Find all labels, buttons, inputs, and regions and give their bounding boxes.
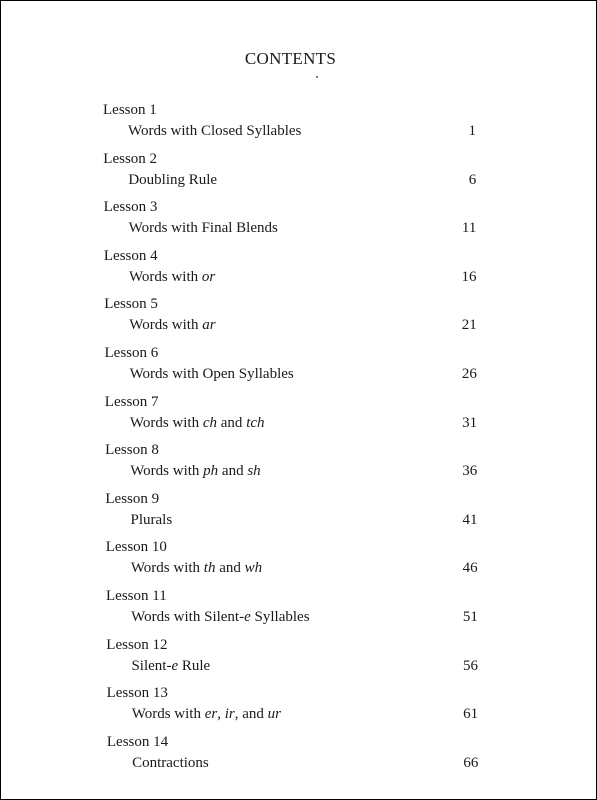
topic-text: and: [217, 414, 247, 431]
page-number: 46: [462, 560, 478, 577]
topic-text: Words with Silent-: [131, 609, 245, 625]
lesson-topic: [130, 365, 294, 383]
page-number: 26: [461, 366, 477, 382]
lesson-label: Lesson 7: [104, 393, 159, 410]
topic-text: ,: [217, 706, 225, 723]
topic-text: Rule: [178, 657, 211, 674]
topic-text: Plurals: [130, 511, 173, 528]
topic-text: Contractions: [132, 754, 209, 771]
topic-italic-text: sh: [247, 463, 261, 480]
topic-italic-text: ch: [202, 414, 218, 431]
topic-italic-text: tch: [246, 414, 265, 431]
page-number: 61: [463, 706, 479, 723]
topic-text: , and: [234, 706, 268, 723]
topic-text: Words with: [129, 317, 203, 334]
topic-text: Words with: [128, 268, 202, 285]
topic-italic-text: ph: [203, 463, 219, 480]
page-number: 41: [462, 511, 478, 528]
topic-text: and: [218, 463, 248, 480]
topic-italic-text: er: [204, 706, 218, 723]
lesson-label: Lesson 13: [106, 685, 168, 702]
lesson-label: Lesson 9: [105, 490, 160, 507]
topic-text: Silent-: [131, 657, 172, 674]
topic-italic-text: ur: [267, 706, 282, 723]
page-number: 56: [462, 657, 478, 674]
lesson-label: Lesson 4: [103, 247, 158, 264]
lesson-topic: [131, 608, 309, 626]
page-number: 21: [461, 317, 477, 334]
topic-text: Doubling Rule: [128, 171, 218, 188]
lesson-label: Lesson 12: [106, 636, 168, 653]
topic-text: and: [215, 560, 245, 577]
lesson-topic: [129, 316, 215, 334]
topic-italic-text: e: [171, 657, 179, 674]
page-number: 51: [462, 609, 478, 625]
topic-text: Words with Final Blends: [128, 220, 278, 237]
lesson-topic: [131, 511, 173, 529]
lesson-label: Lesson 10: [105, 539, 167, 556]
topic-text: Words with Open Syllables: [129, 366, 294, 382]
lesson-label: Lesson 11: [106, 588, 167, 604]
page-number: 66: [463, 754, 479, 771]
topic-italic-text: ir: [224, 706, 235, 723]
lesson-label: Lesson 5: [104, 296, 158, 313]
page-number: 36: [462, 463, 478, 480]
print-speck: [316, 76, 318, 78]
page-number: 31: [462, 414, 478, 431]
lesson-topic: [129, 268, 215, 286]
lesson-topic: [130, 462, 260, 480]
topic-italic-text: wh: [244, 560, 263, 577]
lesson-topic: [131, 657, 210, 675]
page-number: 6: [468, 171, 477, 188]
topic-text: Words with: [129, 414, 203, 431]
topic-text: Syllables: [250, 609, 310, 625]
lesson-label: Lesson 14: [106, 733, 169, 750]
lesson-topic: [128, 122, 301, 140]
lesson-label: Lesson 2: [103, 150, 158, 167]
lesson-topic: [132, 754, 209, 772]
page-title: CONTENTS: [244, 49, 337, 68]
topic-italic-text: ar: [202, 317, 216, 334]
page-number: 1: [468, 123, 476, 139]
lesson-label: Lesson 8: [105, 442, 159, 459]
lesson-topic: [128, 171, 217, 189]
lesson-topic: [130, 414, 265, 432]
topic-italic-text: or: [201, 268, 216, 285]
topic-text: Words with Closed Syllables: [128, 123, 302, 139]
lesson-topic: [131, 559, 262, 577]
topic-text: Words with: [130, 560, 204, 577]
lesson-topic: [132, 705, 281, 723]
lesson-label: Lesson 6: [104, 345, 159, 361]
page-number: 16: [461, 268, 477, 285]
page-number: 11: [461, 220, 477, 237]
lesson-label: Lesson 1: [103, 102, 157, 118]
lesson-label: Lesson 3: [103, 199, 158, 216]
lesson-topic: [129, 219, 278, 237]
topic-italic-text: th: [203, 560, 216, 577]
topic-text: Words with: [131, 706, 205, 723]
topic-text: Words with: [130, 463, 204, 480]
topic-italic-text: e: [244, 609, 251, 625]
